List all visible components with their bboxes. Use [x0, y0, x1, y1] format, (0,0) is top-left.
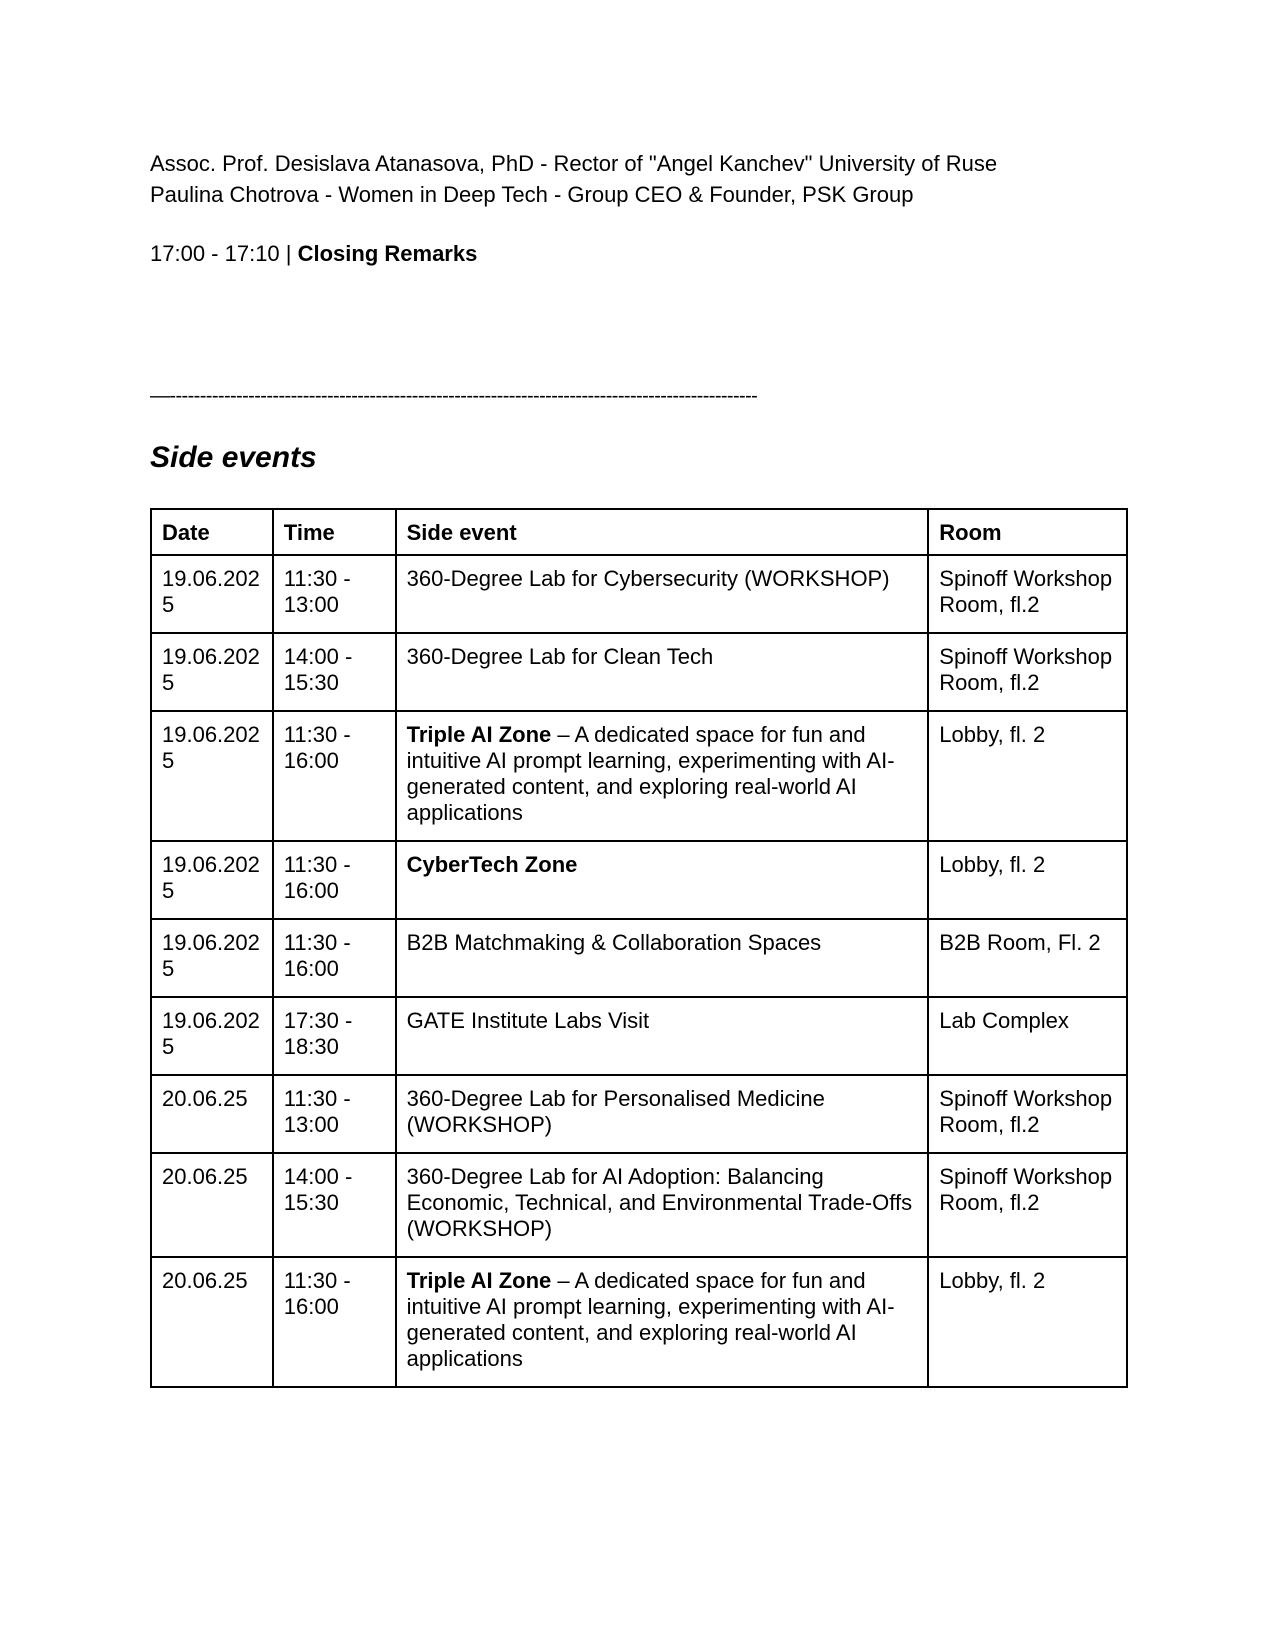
header-side-event: Side event: [396, 509, 929, 555]
event-description: 360-Degree Lab for AI Adoption: Balancing Economic, Technical, and Environmental Trade-Offs (WORKSHOP): [406, 1164, 913, 1241]
room-cell: Spinoff Workshop Room, fl.2: [928, 1153, 1127, 1257]
table-row: [151, 1075, 1127, 1153]
event-title: Triple AI Zone: [406, 722, 552, 747]
room-cell: Lobby, fl. 2: [928, 841, 1127, 919]
table-row: [151, 997, 1127, 1075]
room-cell: Spinoff Workshop Room, fl.2: [928, 633, 1127, 711]
event-description: 360-Degree Lab for Cybersecurity (WORKSHOP): [406, 566, 890, 591]
date-cell: 19.06.2025: [151, 555, 273, 633]
date-cell: 19.06.2025: [151, 919, 273, 997]
speakers-list: [150, 148, 997, 210]
table-row: [151, 841, 1127, 919]
date-cell: 19.06.2025: [151, 711, 273, 841]
room-cell: Lab Complex: [928, 997, 1127, 1075]
event-cell: [396, 841, 929, 919]
event-description: 360-Degree Lab for Personalised Medicine (WORKSHOP): [406, 1086, 825, 1137]
closing-time: 17:00 - 17:10 |: [150, 241, 298, 266]
date-cell: 20.06.25: [151, 1257, 273, 1387]
event-description: 360-Degree Lab for Clean Tech: [406, 644, 714, 669]
table-row: [151, 633, 1127, 711]
time-cell: 11:30 - 16:00: [273, 841, 396, 919]
speaker-line: Assoc. Prof. Desislava Atanasova, PhD - Rector of "Angel Kanchev" University of Ruse: [150, 151, 998, 176]
time-cell: 11:30 - 16:00: [273, 711, 396, 841]
event-title: Triple AI Zone: [406, 1268, 552, 1293]
table-row: [151, 555, 1127, 633]
event-cell: [396, 1075, 929, 1153]
event-description: B2B Matchmaking & Collaboration Spaces: [406, 930, 822, 955]
time-cell: 11:30 - 13:00: [273, 555, 396, 633]
room-cell: B2B Room, Fl. 2: [928, 919, 1127, 997]
table-row: [151, 1153, 1127, 1257]
table-row: [151, 919, 1127, 997]
header-room: Room: [928, 509, 1127, 555]
event-cell: [396, 997, 929, 1075]
section-title: Side events: [150, 441, 317, 474]
speaker-line: Paulina Chotrova - Women in Deep Tech - Group CEO & Founder, PSK Group: [150, 182, 914, 207]
event-title: CyberTech Zone: [406, 852, 578, 877]
header-time: Time: [273, 509, 396, 555]
time-cell: 17:30 - 18:30: [273, 997, 396, 1075]
event-cell: [396, 1257, 929, 1387]
event-cell: [396, 1153, 929, 1257]
date-cell: 19.06.2025: [151, 633, 273, 711]
event-cell: [396, 633, 929, 711]
time-cell: 14:00 - 15:30: [273, 633, 396, 711]
room-cell: Lobby, fl. 2: [928, 1257, 1127, 1387]
room-cell: Spinoff Workshop Room, fl.2: [928, 1075, 1127, 1153]
header-date: Date: [151, 509, 273, 555]
room-cell: Lobby, fl. 2: [928, 711, 1127, 841]
time-cell: 14:00 - 15:30: [273, 1153, 396, 1257]
date-cell: 20.06.25: [151, 1153, 273, 1257]
event-cell: [396, 711, 929, 841]
time-cell: 11:30 - 16:00: [273, 919, 396, 997]
table-row: [151, 1257, 1127, 1387]
side-events-table: [150, 508, 1128, 1388]
time-cell: 11:30 - 13:00: [273, 1075, 396, 1153]
table-row: [151, 711, 1127, 841]
room-cell: Spinoff Workshop Room, fl.2: [928, 555, 1127, 633]
event-description: – A dedicated space for fun and intuitive AI prompt learning, experimenting with AI-generated content, and exploring real-world AI applications: [406, 1268, 895, 1371]
event-cell: [396, 919, 929, 997]
event-cell: [396, 555, 929, 633]
time-cell: 11:30 - 16:00: [273, 1257, 396, 1387]
date-cell: 20.06.25: [151, 1075, 273, 1153]
event-description: – A dedicated space for fun and intuitive AI prompt learning, experimenting with AI-generated content, and exploring real-world AI applications: [406, 722, 895, 825]
table-header-row: [151, 509, 1127, 555]
date-cell: 19.06.2025: [151, 997, 273, 1075]
divider-line: —-------------------------------------------------------------------------------------------------: [150, 385, 758, 407]
event-description: GATE Institute Labs Visit: [406, 1008, 650, 1033]
date-cell: 19.06.2025: [151, 841, 273, 919]
closing-title: Closing Remarks: [297, 241, 478, 266]
closing-remarks-line: [150, 238, 477, 269]
